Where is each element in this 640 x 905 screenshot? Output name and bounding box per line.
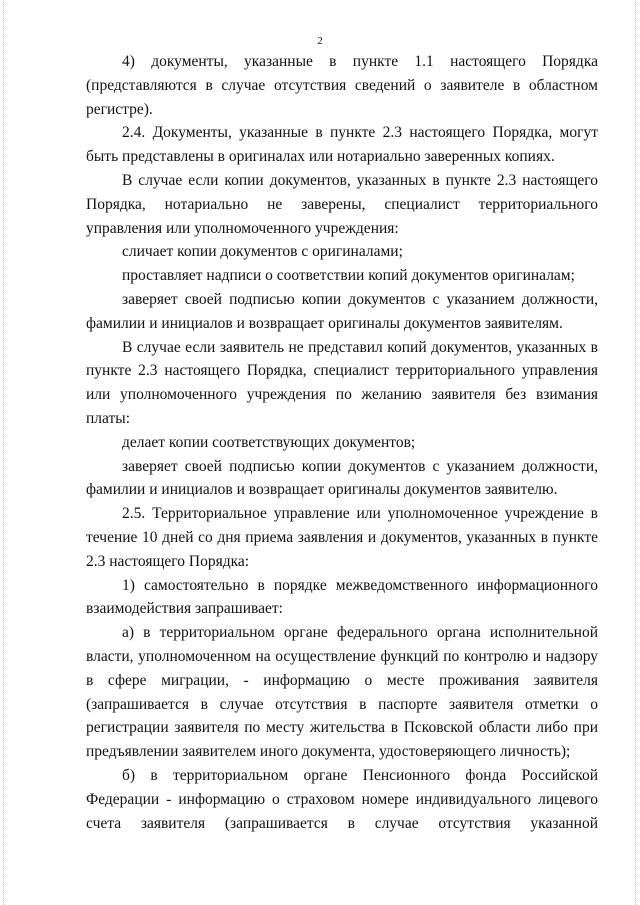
paragraph: заверяет своей подписью копии документов с указанием должности, фамилии и инициалов и возвращает оригиналы документов заявителям. — [86, 290, 598, 332]
paragraph: В случае если копии документов, указанных в пункте 2.3 настоящего Порядка, нотариально не заверены, специалист территориального управления или уполномоченного учреждения: — [86, 171, 598, 237]
paragraph: а) в территориальном органе федерального органа исполнительной власти, уполномоченном на осуществление функций по контролю и надзору в сфере миграции, - информацию о месте проживания заявителя (запрашивается в случае отсутствия в паспорте заявителя отметки о регистрации заявителя по месту жительства в Псковской области либо при предъявлении заявителем иного документа, удостоверяющего личность); — [86, 624, 598, 761]
page-edge-right — [635, 0, 637, 905]
paragraph: В случае если заявитель не представил копий документов, указанных в пункте 2.3 настоящего Порядка, специалист территориального управления или уполномоченного учреждения по желанию заявителя без взимания платы: — [86, 338, 598, 427]
paragraph: делает копии соответствующих документов; — [122, 433, 416, 451]
paragraph: сличает копии документов с оригиналами; — [122, 243, 403, 261]
paragraph: заверяет своей подписью копии документов с указанием должности, фамилии и инициалов и возвращает оригиналы документов заявителю. — [86, 457, 598, 499]
page-number: 2 — [317, 35, 323, 47]
document-body — [86, 50, 598, 835]
paragraph: 1) самостоятельно в порядке межведомственного информационного взаимодействия запрашивает: — [86, 576, 598, 618]
paragraph: проставляет надписи о соответствии копий документов оригиналам; — [122, 267, 575, 285]
paragraph: 2.4. Документы, указанные в пункте 2.3 настоящего Порядка, могут быть представлены в оригиналах или нотариально заверенных копиях. — [86, 124, 598, 166]
paragraph: 4) документы, указанные в пункте 1.1 настоящего Порядка (представляются в случае отсутствия сведений о заявителе в областном регистре). — [86, 53, 598, 118]
page-edge-left — [3, 0, 5, 905]
paragraph: 2.5. Территориальное управление или уполномоченное учреждение в течение 10 дней со дня приема заявления и документов, указанных в пункте 2.3 настоящего Порядка: — [86, 505, 598, 570]
paragraph: б) в территориальном органе Пенсионного фонда Российской Федерации - информацию о страховом номере индивидуального лицевого счета заявителя (запрашивается в случае отсутствия указанной — [86, 766, 598, 832]
